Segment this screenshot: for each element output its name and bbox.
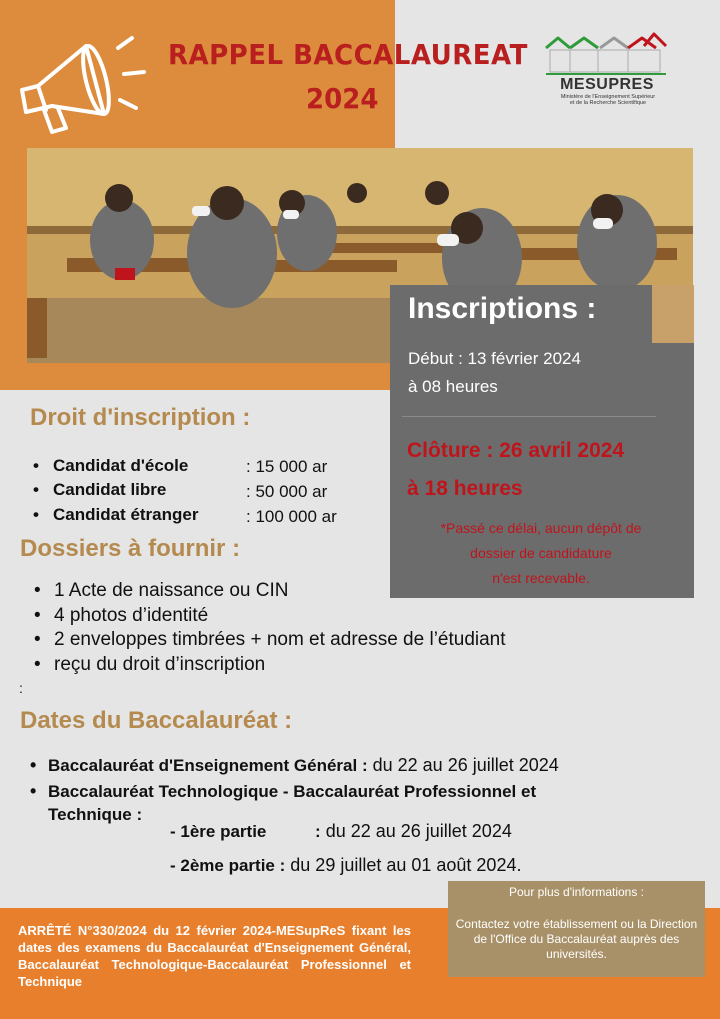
fee-label: Candidat d'école xyxy=(53,456,189,475)
decree-text: ARRÊTÉ N°330/2024 du 12 février 2024-MESupReS fixant les dates des examens du Baccalauréat d'Enseignement Général, Baccalauréat Technologique-Baccalauréat Professionnel et Technique xyxy=(18,923,411,989)
page-title-year: 2024 xyxy=(306,82,379,115)
list-item: • 1 Acte de naissance ou CIN xyxy=(34,580,288,602)
date-part2-value: du 29 juillet au 01 août 2024. xyxy=(290,855,522,875)
date-techno xyxy=(30,781,536,802)
info-text: Contactez votre établissement ou la Direction de l'Office du Baccalauréat auprès des universités. xyxy=(455,917,698,961)
fee-label: Candidat libre xyxy=(53,480,167,499)
documents-heading: Dossiers à fournir : xyxy=(20,535,241,562)
date-techno-label-2: Technique : xyxy=(48,805,143,824)
fee-row xyxy=(33,505,198,525)
date-general-label: Baccalauréat d'Enseignement Général : xyxy=(48,756,368,775)
list-item: • 4 photos d’identité xyxy=(34,605,208,627)
fee-value: : 50 000 ar xyxy=(246,482,328,501)
fee-value: : 15 000 ar xyxy=(246,457,328,476)
inscriptions-accent xyxy=(652,285,694,343)
divider xyxy=(402,416,656,417)
inscriptions-start-time: à 08 heures xyxy=(408,377,498,396)
deadline-note-line2: dossier de candidature xyxy=(470,545,612,561)
fee-value: : 100 000 ar xyxy=(246,507,337,526)
list-item: • reçu du droit d’inscription xyxy=(34,654,265,676)
logo-name: MESUPRES xyxy=(560,76,654,93)
date-part2 xyxy=(170,855,521,876)
deadline-note-line1: *Passé ce délai, aucun dépôt de xyxy=(440,520,642,536)
inscriptions-close-time: à 18 heures xyxy=(407,477,523,500)
date-general-value: du 22 au 26 juillet 2024 xyxy=(372,755,559,775)
logo-subtitle xyxy=(548,94,668,106)
date-part2-label: - 2ème partie : xyxy=(170,856,286,875)
inscriptions-title: Inscriptions : xyxy=(408,292,597,325)
logo-subtitle-line1: Ministère de l'Enseignement Supérieur xyxy=(560,94,656,100)
fee-row xyxy=(33,456,188,476)
date-techno-label: Baccalauréat Technologique - Baccalauréat Professionnel et xyxy=(48,782,537,801)
date-part1 xyxy=(170,821,266,842)
deadline-note-line3: n'est recevable. xyxy=(492,570,590,586)
dates-heading: Dates du Baccalauréat : xyxy=(20,707,293,734)
inscriptions-close-date: Clôture : 26 avril 2024 xyxy=(407,439,625,462)
info-title: Pour plus d'informations : xyxy=(508,885,645,899)
logo-subtitle-line2: et de la Recherche Scientifique xyxy=(569,100,647,106)
date-part1-value xyxy=(315,821,512,842)
date-techno-cont xyxy=(48,804,142,825)
date-part1-label: - 1ère partie xyxy=(170,822,267,841)
inscriptions-start xyxy=(408,345,581,401)
fee-row xyxy=(33,480,166,500)
list-item: • 2 enveloppes timbrées + nom et adresse de l’étudiant xyxy=(34,629,506,651)
page-title: RAPPEL BACCALAUREAT xyxy=(168,38,528,71)
stray-colon: : xyxy=(19,680,23,696)
deadline-note xyxy=(396,516,686,591)
fee-label: Candidat étranger xyxy=(53,505,199,524)
date-general xyxy=(30,755,559,776)
inscriptions-start-date: Début : 13 février 2024 xyxy=(408,349,581,368)
date-part1-text: du 22 au 26 juillet 2024 xyxy=(325,821,512,841)
megaphone-icon xyxy=(8,28,158,143)
inscriptions-close xyxy=(407,432,624,508)
fees-heading: Droit d'inscription : xyxy=(30,404,251,431)
date-part1-colon: : xyxy=(315,822,321,841)
